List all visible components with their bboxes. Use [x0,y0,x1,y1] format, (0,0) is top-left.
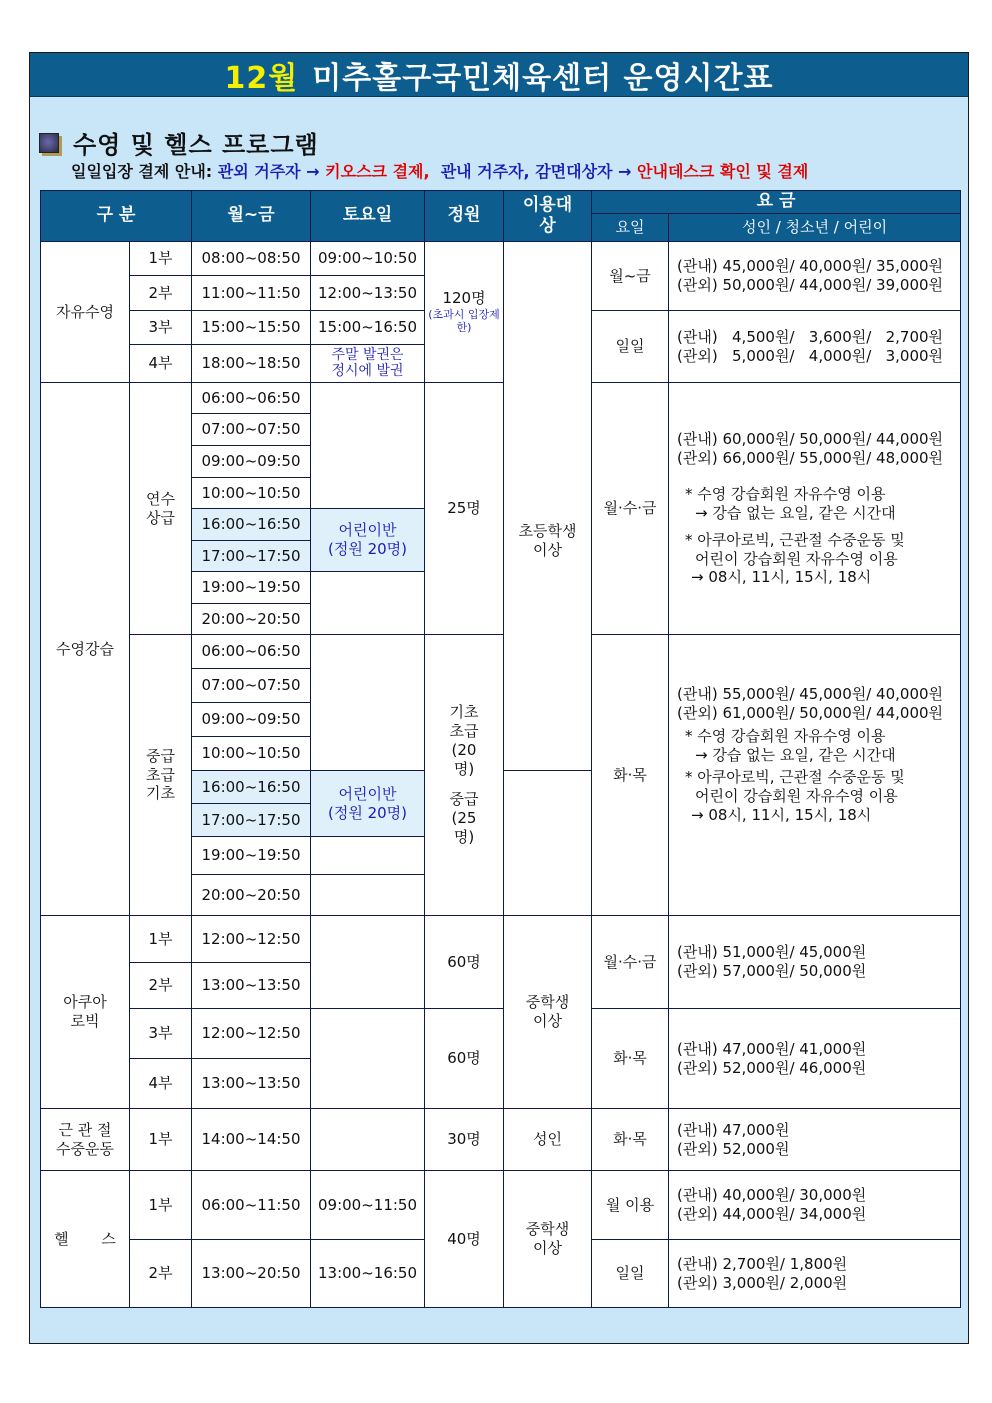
fee-line: (관외) 50,000원/ 44,000원/ 39,000원 [677,276,944,294]
capacity-note: (초과시 입장제한) [428,308,500,335]
saturday-empty [311,837,425,875]
weekday-time: 19:00~19:50 [192,837,311,875]
section-title [39,125,319,160]
fee-note: * 아쿠아로빅, 근관절 수중운동 및 [685,768,905,787]
fee-line: (관외) 5,000원/ 4,000원/ 3,000원 [677,346,944,365]
aquarobic-target: 중학생 이상 [504,916,592,1109]
capacity-value: 120명 [442,289,486,308]
basic-capacity [425,635,504,916]
kids-class-cell: 어린이반 (정원 20명) [311,771,425,837]
free-swim-capacity [425,242,504,383]
header-fee-types: 성인 / 청소년 / 어린이 [669,214,961,242]
basic-label: 중급 초급 기초 [130,635,192,916]
saturday-time: 15:00~16:50 [311,311,425,345]
fee-cell [669,1109,961,1171]
joint-label: 근 관 절 수중운동 [41,1109,130,1171]
fee-note: → 08시, 11시, 15시, 18시 [691,805,872,824]
fee-note: → 강습 없는 요일, 같은 시간대 [695,504,896,523]
notice-nonresident: 관외 거주자 → [217,162,320,181]
weekday-time: 17:00~17:50 [192,804,311,837]
weekday-time: 06:00~06:50 [192,635,311,669]
saturday-empty [311,572,425,635]
fee-note: 어린이 강습회원 자유수영 이용 [695,787,898,806]
advanced-label: 연수 상급 [130,383,192,635]
fee-line: (관외) 52,000원 [677,1139,790,1158]
fee-cell [669,916,961,1009]
weekday-time: 07:00~07:50 [192,669,311,703]
session-cell: 2부 [130,963,192,1009]
table-row [41,916,961,963]
saturday-empty [311,1009,425,1109]
fee-cell [669,635,961,916]
notice-desk: 안내데스크 확인 및 결제 [637,162,809,181]
weekday-time: 13:00~13:50 [192,963,311,1009]
fee-line: (관외) 52,000원/ 46,000원 [677,1058,867,1077]
saturday-time: 12:00~13:50 [311,276,425,311]
weekday-time: 16:00~16:50 [192,771,311,804]
fee-day: 월 이용 [592,1171,669,1240]
fee-note: * 수영 강습회원 자유수영 이용 [685,485,886,504]
weekday-time: 10:00~10:50 [192,737,311,771]
weekday-time: 08:00~08:50 [192,242,311,276]
fee-day: 월·수·금 [592,383,669,635]
saturday-time: 09:00~10:50 [311,242,425,276]
weekday-time: 14:00~14:50 [192,1109,311,1171]
banner-title: 미추홀구국민체육센터 운영시간표 [312,60,774,96]
session-cell: 2부 [130,1240,192,1308]
fee-line: (관내) 51,000원/ 45,000원 [677,943,867,962]
notice-resident: 관내 거주자, 감면대상자 → [440,162,632,181]
weekday-time: 13:00~20:50 [192,1240,311,1308]
schedule-table [40,190,961,1308]
header-category: 구 분 [41,191,192,242]
weekday-time: 19:00~19:50 [192,572,311,604]
weekday-time: 12:00~12:50 [192,916,311,963]
saturday-empty [311,875,425,916]
notice-label: 일일입장 결제 안내: [71,162,213,181]
weekday-time: 20:00~20:50 [192,604,311,635]
fee-line: (관내) 45,000원/ 40,000원/ 35,000원 [677,257,944,276]
banner-month: 12월 [224,60,299,96]
page-banner [30,53,968,97]
header-target: 이용대상 [504,191,592,242]
session-cell: 1부 [130,242,192,276]
weekday-time: 17:00~17:50 [192,541,311,572]
health-label: 헬 스 [41,1171,130,1308]
table-row [41,1009,961,1059]
fee-note: → 08시, 11시, 15시, 18시 [691,568,872,587]
fee-line: (관내) 4,500원/ 3,600원/ 2,700원 [677,327,944,346]
weekday-time: 12:00~12:50 [192,1009,311,1059]
fee-cell [669,1240,961,1308]
table-row [41,1171,961,1240]
saturday-time: 09:00~11:50 [311,1171,425,1240]
health-capacity: 40명 [425,1171,504,1308]
fee-line: (관외) 44,000원/ 34,000원 [677,1205,867,1223]
fee-day: 화·목 [592,1009,669,1109]
fee-cell [669,383,961,635]
fee-line: (관내) 60,000원/ 50,000원/ 44,000원 [677,429,944,448]
kids-class-cell: 어린이반 (정원 20명) [311,509,425,572]
fee-line: (관내) 47,000원/ 41,000원 [677,1039,867,1058]
aquarobic-capacity: 60명 [425,1009,504,1109]
section-title-text: 수영 및 헬스 프로그램 [73,131,319,159]
target-value: 초등학생 이상 [518,522,577,559]
fee-cell [669,1009,961,1109]
weekend-ticket-note: 주말 발권은 정시에 발권 [311,345,425,383]
weekday-time: 11:00~11:50 [192,276,311,311]
saturday-empty [311,1109,425,1171]
fee-note: 어린이 강습회원 자유수영 이용 [695,549,898,568]
fee-cell [669,242,961,311]
session-cell: 3부 [130,311,192,345]
capacity-basic: 기초 초급 (20명) [449,703,479,778]
fee-note: * 아쿠아로빅, 근관절 수중운동 및 [685,530,905,549]
payment-notice [71,159,808,182]
fee-line: (관외) 66,000원/ 55,000원/ 48,000원 [677,448,944,467]
fee-note: → 강습 없는 요일, 같은 시간대 [695,745,896,764]
header-capacity: 정원 [425,191,504,242]
session-cell: 1부 [130,1171,192,1240]
fee-day: 화·목 [592,1109,669,1171]
session-cell: 1부 [130,916,192,963]
health-target: 중학생 이상 [504,1171,592,1308]
fee-day: 일일 [592,311,669,383]
joint-target: 성인 [504,1109,592,1171]
fee-day: 일일 [592,1240,669,1308]
fee-note: * 수영 강습회원 자유수영 이용 [685,726,886,745]
session-cell: 4부 [130,1059,192,1109]
weekday-time: 10:00~10:50 [192,478,311,509]
fee-cell [669,311,961,383]
fee-line: (관외) 57,000원/ 50,000원 [677,962,867,980]
saturday-time: 13:00~16:50 [311,1240,425,1308]
fee-line: (관내) 2,700원/ 1,800원 [677,1254,848,1273]
fee-line: (관내) 40,000원/ 30,000원 [677,1186,867,1205]
free-swim-label: 자유수영 [41,242,130,383]
table-row [41,383,961,414]
header-saturday: 토요일 [311,191,425,242]
session-cell: 3부 [130,1009,192,1059]
aquarobic-label: 아쿠아 로빅 [41,916,130,1109]
saturday-empty [311,383,425,509]
weekday-time: 16:00~16:50 [192,509,311,541]
fee-cell [669,1171,961,1240]
session-cell: 4부 [130,345,192,383]
schedule-frame [29,52,969,1344]
square-bullet-icon [39,133,59,153]
session-cell: 1부 [130,1109,192,1171]
fee-line: (관외) 3,000원/ 2,000원 [677,1273,848,1292]
weekday-time: 06:00~11:50 [192,1171,311,1240]
session-cell: 2부 [130,276,192,311]
weekday-time: 09:00~09:50 [192,446,311,478]
fee-line: (관내) 47,000원 [677,1120,790,1139]
header-weekday: 월~금 [192,191,311,242]
header-fee: 요 금 [592,191,961,214]
fee-line: (관내) 55,000원/ 45,000원/ 40,000원 [677,685,944,704]
notice-kiosk: 키오스크 결제, [325,162,430,181]
aquarobic-capacity: 60명 [425,916,504,1009]
weekday-time: 15:00~15:50 [192,311,311,345]
weekday-time: 18:00~18:50 [192,345,311,383]
weekday-time: 13:00~13:50 [192,1059,311,1109]
saturday-empty [311,916,425,1009]
capacity-intermediate: 중급 (25명) [449,790,479,846]
header-fee-day: 요일 [592,214,669,242]
saturday-empty [311,635,425,771]
lessons-target [504,242,592,771]
fee-day: 월~금 [592,242,669,311]
lessons-label: 수영강습 [41,383,130,916]
weekday-time: 06:00~06:50 [192,383,311,414]
table-row [41,1109,961,1171]
weekday-time: 20:00~20:50 [192,875,311,916]
fee-day: 화·목 [592,635,669,916]
fee-line: (관외) 61,000원/ 50,000원/ 44,000원 [677,704,944,723]
weekday-time: 07:00~07:50 [192,414,311,446]
joint-capacity: 30명 [425,1109,504,1171]
table-row [41,635,961,669]
advanced-capacity: 25명 [425,383,504,635]
fee-day: 월·수·금 [592,916,669,1009]
table-row [41,242,961,276]
weekday-time: 09:00~09:50 [192,703,311,737]
